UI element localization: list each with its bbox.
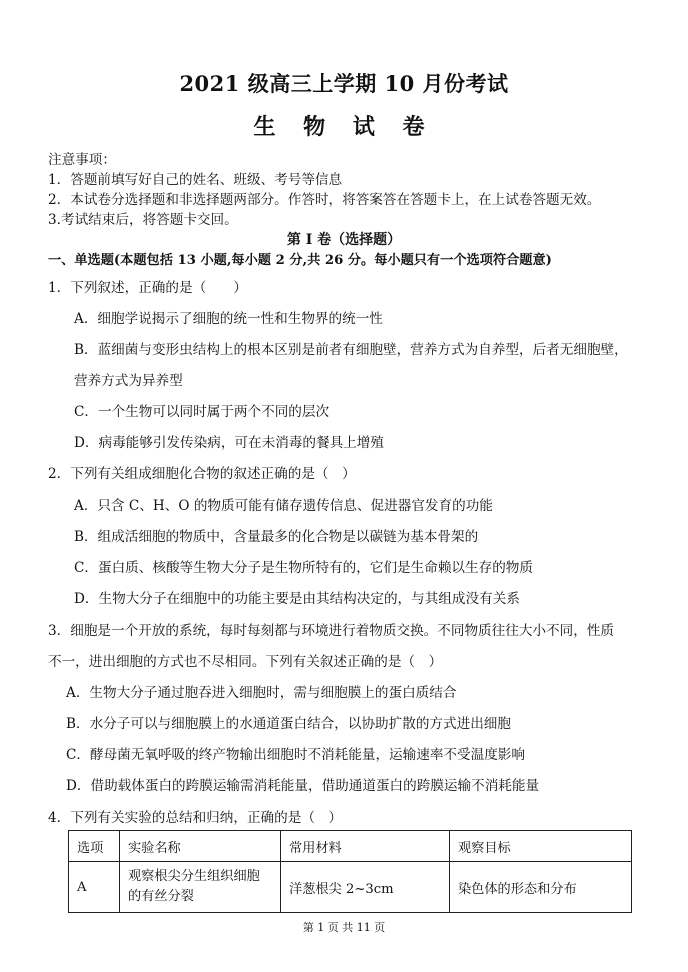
table-cell: 观察根尖分生组织细胞的有丝分裂 [120, 862, 281, 913]
option-c: C．一个生物可以同时属于两个不同的层次 [74, 404, 330, 420]
option-a: A．细胞学说揭示了细胞的统一性和生物界的统一性 [74, 311, 383, 327]
table-cell: 洋葱根尖 2~3cm [281, 862, 450, 913]
option-c: C．蛋白质、核酸等生物大分子是生物所特有的，它们是生命赖以生存的物质 [74, 560, 533, 576]
option-d: D．生物大分子在细胞中的功能主要是由其结构决定的，与其组成没有关系 [74, 591, 520, 607]
subject-title: 生 物 试 卷 [253, 114, 435, 140]
section-instruction: 一、单选题(本题包括 13 小题,每小题 2 分,共 26 分。每小题只有一个选项符合题意) [48, 253, 552, 268]
table-row [69, 862, 632, 913]
table-header-cell: 常用材料 [281, 831, 450, 862]
question-stem-continued: 不一，进出细胞的方式也不尽相同。下列有关叙述正确的是（ ） [48, 654, 443, 670]
table-header-row [69, 831, 632, 862]
note-item: 1．答题前填写好自己的姓名、班级、考号等信息 [48, 172, 343, 188]
table-header-cell: 实验名称 [120, 831, 281, 862]
section-title: 第 I 卷（选择题） [286, 232, 402, 248]
question-stem: 4．下列有关实验的总结和归纳，正确的是（ ） [48, 810, 343, 826]
option-b-continued: 营养方式为异养型 [74, 373, 183, 389]
table-header-cell: 选项 [69, 831, 120, 862]
option-b: B．蓝细菌与变形虫结构上的根本区别是前者有细胞壁，营养方式为自养型，后者无细胞壁， [74, 342, 628, 358]
option-b: B．组成活细胞的物质中，含量最多的化合物是以碳链为基本骨架的 [74, 529, 479, 545]
table-cell: 染色体的形态和分布 [450, 862, 632, 913]
exam-title: 2021 级高三上学期 10 月份考试 [179, 71, 509, 96]
option-c: C．酵母菌无氧呼吸的终产物输出细胞时不消耗能量，运输速率不受温度影响 [66, 747, 525, 763]
table-cell: A [69, 862, 120, 913]
note-item: 3.考试结束后，将答题卡交回。 [48, 212, 238, 228]
question-stem: 1．下列叙述，正确的是（ ） [48, 280, 247, 296]
experiment-table [68, 830, 632, 913]
question-stem: 2．下列有关组成细胞化合物的叙述正确的是（ ） [48, 466, 356, 482]
option-d: D．病毒能够引发传染病，可在未消毒的餐具上增殖 [74, 435, 384, 451]
page-footer: 第 1 页 共 11 页 [302, 921, 386, 934]
note-item: 2．本试卷分选择题和非选择题两部分。作答时，将答案答在答题卡上，在上试卷答题无效。 [48, 192, 601, 208]
option-a: A．生物大分子通过胞吞进入细胞时，需与细胞膜上的蛋白质结合 [66, 685, 457, 701]
option-b: B．水分子可以与细胞膜上的水通道蛋白结合，以协助扩散的方式进出细胞 [66, 716, 511, 732]
notes-heading: 注意事项： [48, 152, 116, 168]
option-d: D．借助载体蛋白的跨膜运输需消耗能量，借助通道蛋白的跨膜运输不消耗能量 [66, 778, 540, 794]
table-header-cell: 观察目标 [450, 831, 632, 862]
question-stem: 3．细胞是一个开放的系统，每时每刻都与环境进行着物质交换。不同物质往往大小不同，性质 [48, 623, 614, 639]
option-a: A．只含 C、H、O 的物质可能有储存遗传信息、促进器官发育的功能 [74, 498, 493, 514]
